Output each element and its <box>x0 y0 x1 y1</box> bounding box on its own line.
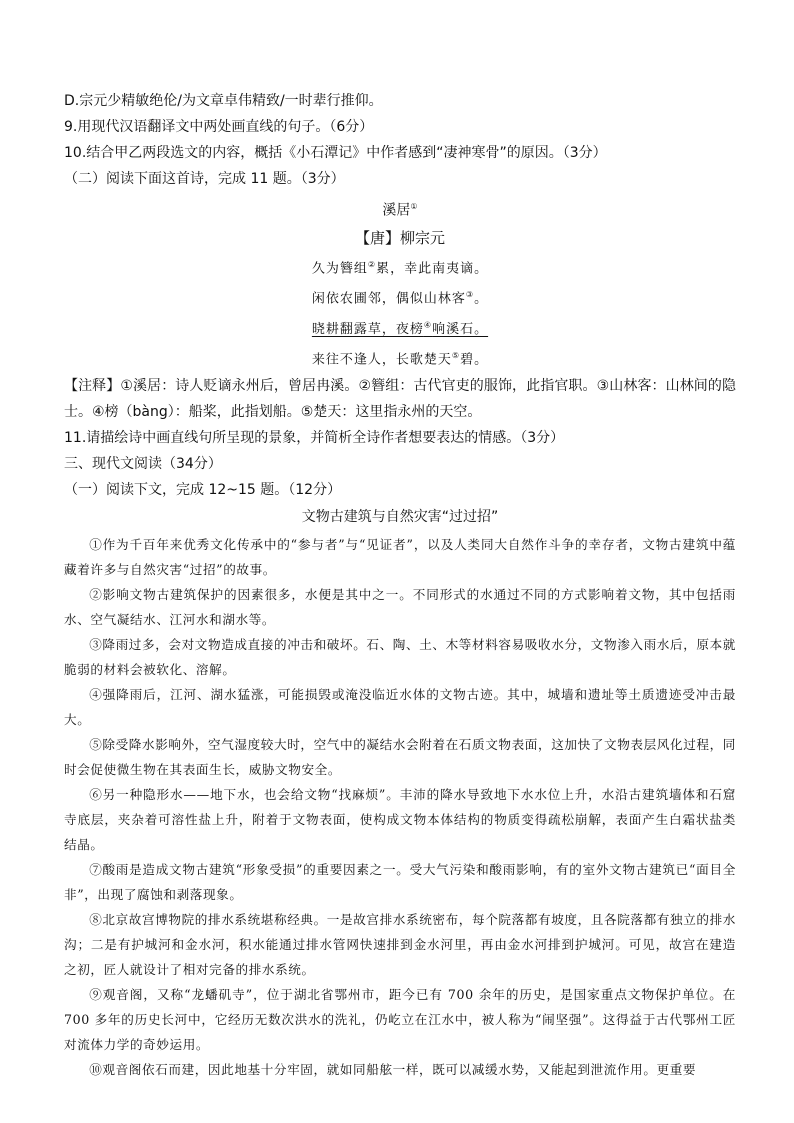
poem-note-mark: ② <box>367 259 377 269</box>
section-3-1-heading: （一）阅读下文，完成 12~15 题。（12分） <box>64 481 342 498</box>
option-d-line: D.宗元少精敏绝伦/为文章卓伟精致/一时辈行推仰。 <box>64 93 383 109</box>
poem-line-text: 碧。 <box>460 351 489 367</box>
poem-line-text: 。 <box>474 291 489 307</box>
article-paragraph: ②影响文物古建筑保护的因素很多，水便是其中之一。不同形式的水通过不同的方式影响着文物，其中包括雨水、空气凝结水、江河水和湖水等。 <box>64 586 736 627</box>
article-paragraph: ⑥另一种隐形水——地下水，也会给文物“找麻烦”。丰沛的降水导致地下水水位上升，水沿古建筑墙体和石窟寺底层，夹杂着可溶性盐上升，附着于文物表面，使构成文物本体结构的物质变得疏松崩解，表面产生白霜状盐类结晶。 <box>64 786 736 852</box>
article-paragraph: ⑦酸雨是造成文物古建筑“形象受损”的重要因素之一。受大气污染和酸雨影响，有的室外文物古建筑已“面目全非”，出现了腐蚀和剥落现象。 <box>64 861 736 902</box>
poem-line-underlined <box>64 312 736 342</box>
poem-note-mark: ④ <box>423 320 433 330</box>
poem-notes: 【注释】①溪居：诗人贬谪永州后，曾居冉溪。②簪组：古代官吏的服饰，此指官职。③山林客：山林间的隐士。④榜（bàng）：船桨，此指划船。⑤楚天：这里指永州的天空。 <box>64 377 736 420</box>
question-11: 11.请描绘诗中画直线句所呈现的景象，并简析全诗作者想要表达的情感。（3分） <box>64 429 565 446</box>
poem-note-mark: ⑤ <box>451 350 461 360</box>
article-title: 文物古建筑与自然灾害“过过招” <box>301 508 499 525</box>
poem-line-text: 久为簪组 <box>311 260 368 276</box>
question-10: 10.结合甲乙两段选文的内容，概括《小石潭记》中作者感到“凄神寒骨”的原因。（3分） <box>64 145 607 161</box>
poem-title <box>64 194 736 224</box>
question-9: 9.用现代汉语翻译文中两处画直线的句子。（6分） <box>64 119 374 135</box>
article-paragraph: ⑨观音阁，又称“龙蟠矶寺”，位于湖北省鄂州市，距今已有 700 余年的历史，是国家重点文物保护单位。在 700 多年的历史长河中，它经历无数次洪水的洗礼，仍屹立在江水中，被人称为“闹坚强”。这得益于古代鄂州工匠对流体力学的奇妙运用。 <box>64 986 736 1052</box>
poem-line-text: 来往不逢人，长歌楚天 <box>311 351 452 367</box>
poem-line <box>64 343 736 373</box>
article-paragraph: ③降雨过多，会对文物造成直接的冲击和破坏。石、陶、土、木等材料容易吸收水分，文物渗入雨水后，原本就脆弱的材料会被软化、溶解。 <box>64 636 736 677</box>
poem-line-text: 闲依农圃邻，偶似山林客 <box>311 291 466 307</box>
article-paragraph: ④强降雨后，江河、湖水猛涨，可能损毁或淹没临近水体的文物古迹。其中，城墙和遗址等土质遗迹受冲击最大。 <box>64 686 736 727</box>
poem-note-mark: ③ <box>465 289 475 299</box>
poem-line-text: 响溪石。 <box>432 321 489 337</box>
article-paragraph: ①作为千百年来优秀文化传承中的“参与者”与“见证者”，以及人类同大自然作斗争的幸存者，文物古建筑中蕴藏着许多与自然灾害“过招”的故事。 <box>64 536 736 577</box>
article-paragraph: ⑤除受降水影响外，空气湿度较大时，空气中的凝结水会附着在石质文物表面，这加快了文物表层风化过程，同时会促使微生物在其表面生长，威胁文物安全。 <box>64 736 736 777</box>
poem-line <box>64 282 736 312</box>
poem-line-text: 累，幸此南夷谪。 <box>376 260 489 276</box>
poem-title-note-mark: ① <box>410 202 418 211</box>
poem-line <box>64 252 736 282</box>
section-3-heading: 三、现代文阅读（34分） <box>64 455 222 472</box>
article-paragraph: ⑩观音阁依石而建，因此地基十分牢固，就如同船舷一样，既可以减缓水势，又能起到泄流作用。更重要 <box>89 1061 697 1077</box>
poem-title-text: 溪居 <box>382 202 411 219</box>
article-paragraph: ⑧北京故宫博物院的排水系统堪称经典。一是故宫排水系统密布，每个院落都有坡度，且各院落都有独立的排水沟；二是有护城河和金水河，积水能通过排水管网快速排到金水河里，再由金水河排到护城河。可见，故宫在建造之初，匠人就设计了相对完备的排水系统。 <box>64 911 736 977</box>
section-poem-heading: （二）阅读下面这首诗，完成 11 题。（3分） <box>64 171 345 187</box>
poem-line-text: 晓耕翻露草，夜榜 <box>311 321 424 337</box>
poem-line-underlined-text <box>312 322 488 337</box>
poem-author: 【唐】柳宗元 <box>354 228 445 247</box>
